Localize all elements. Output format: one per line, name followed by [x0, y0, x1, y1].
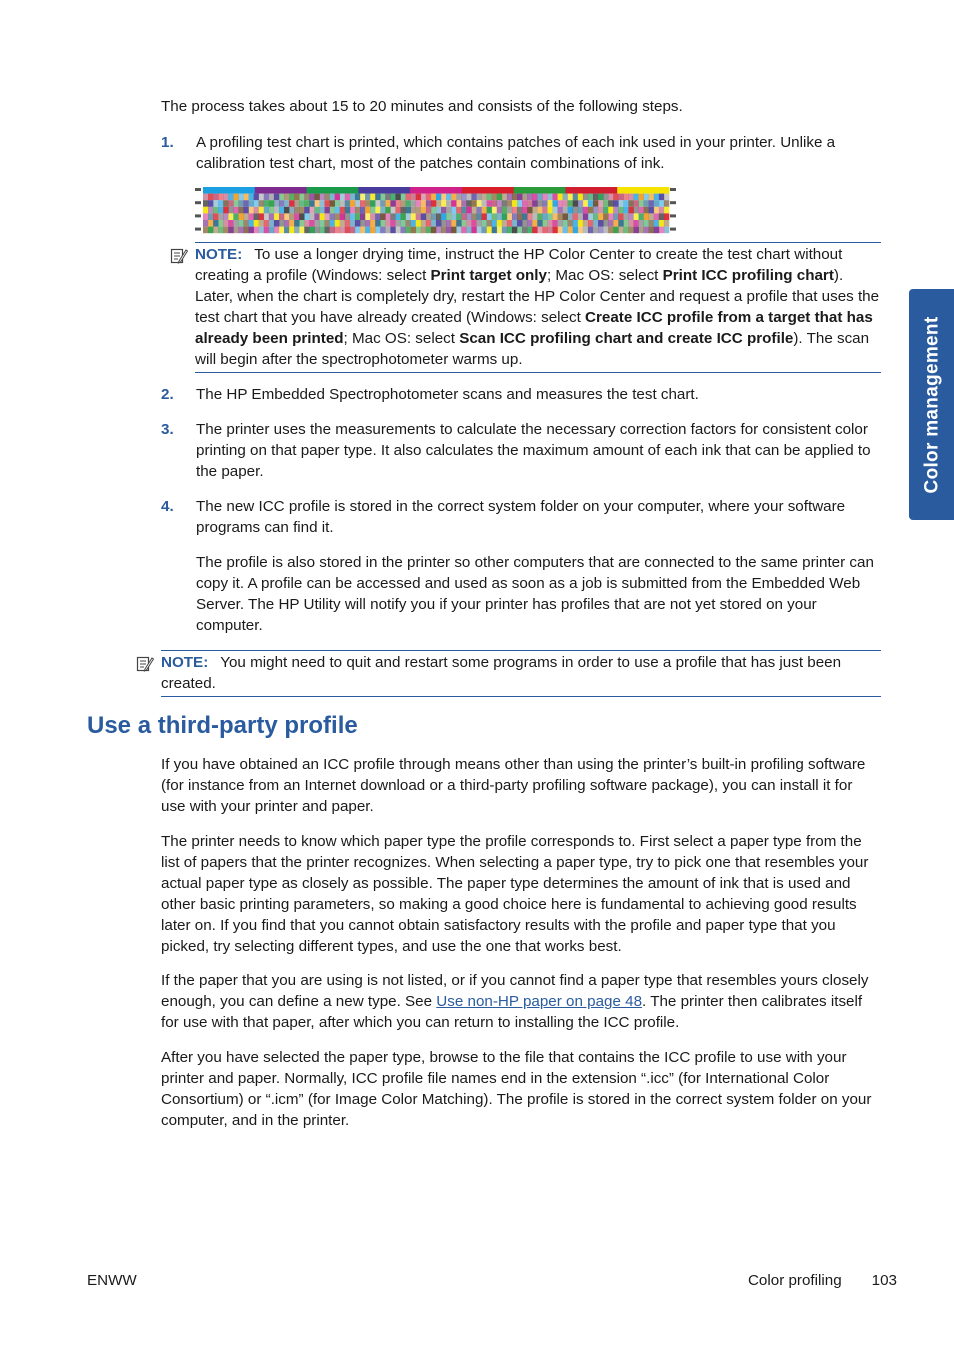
step-4: [161, 496, 881, 636]
paragraph-2: The printer needs to know which paper type the profile corresponds to. First select a paper type from the list of papers that the printer recognizes. When selecting a paper type, try to pick one that resembles your actual paper type as closely as possible. The paper type determines the amount of ink that is used and other basic printing parameters, so making a good choice here is fundamental to achieving good results later on. If you find that you cannot obtain satisfactory results with the profile and paper type that you picked, try selecting different types, and use the one that works best.: [161, 833, 869, 955]
step-number: 4.: [161, 498, 174, 515]
paragraph-3: [161, 970, 881, 1033]
chapter-side-tab: [909, 289, 954, 520]
note-label: NOTE:: [161, 654, 209, 671]
note-text: To use a longer drying time, instruct the HP Color Center to create the test chart without creating a profile (Windows: select: [195, 246, 843, 284]
step-text: A profiling test chart is printed, which contains patches of each ink used in your printer. Unlike a calibration test chart, most of the patches contain combinations of ink.: [196, 134, 836, 172]
note-icon: [136, 655, 154, 679]
paragraph-text: . The printer then calibrates itself for use with that paper, after which you can return to installing the ICC profile.: [161, 993, 863, 1031]
note-label: NOTE:: [195, 246, 243, 263]
step-1: [161, 132, 881, 174]
note-text: You might need to quit and restart some programs in order to use a profile that has just been created.: [161, 654, 842, 692]
note-drying-time: [195, 242, 881, 373]
intro-text: The process takes about 15 to 20 minutes and consists of the following steps.: [161, 98, 683, 115]
page-number: 103: [871, 1272, 897, 1289]
footer-right: [748, 1270, 897, 1291]
note-text: ; Mac OS: select: [546, 267, 663, 284]
option-print-icc-profiling-chart: Print ICC profiling chart: [662, 267, 834, 284]
paragraph-1: If you have obtained an ICC profile through means other than using the printer’s built-in profiling software (for instance from an Internet download or a third-party profiling software package), you can install it for use with your printer and paper.: [161, 756, 866, 815]
paragraph-text: If the paper that you are using is not listed, or if you cannot find a paper type that resembles yours closely enough, you can define a new type. See: [161, 972, 869, 1010]
step-text: The new ICC profile is stored in the correct system folder on your computer, where your software programs can find it.: [196, 498, 846, 536]
step-text-continued: The profile is also stored in the printer so other computers that are connected to the same printer can copy it. A profile can be accessed and used as soon as a job is submitted from the Embedded Web Server. The HP Utility will notify you if your printer has profiles that are not yet stored on your computer.: [196, 554, 874, 634]
chapter-side-tab-label: Color management: [921, 316, 942, 493]
note-icon: [170, 247, 188, 271]
step-number: 1.: [161, 134, 174, 151]
note-text: ). Later, when the chart is completely dry, restart the HP Color Center and request a profile that uses the test chart that you have already created (Windows: select: [195, 267, 880, 326]
note-text: ). The scan will begin after the spectrophotometer warms up.: [195, 330, 870, 368]
step-text: The HP Embedded Spectrophotometer scans and measures the test chart.: [196, 386, 699, 403]
step-number: 2.: [161, 386, 174, 403]
link-use-non-hp-paper[interactable]: Use non-HP paper on page 48: [436, 993, 643, 1010]
option-scan-icc-profiling-chart: Scan ICC profiling chart and create ICC profile: [459, 330, 794, 347]
step-number: 3.: [161, 421, 174, 438]
note-text: ; Mac OS: select: [343, 330, 460, 347]
option-create-icc-profile: Create ICC profile from a target that has already been printed: [195, 309, 873, 347]
step-2: [161, 384, 881, 405]
profiling-test-chart-image: [195, 186, 677, 238]
note-restart-programs: [161, 650, 881, 697]
paragraph-4: After you have selected the paper type, browse to the file that contains the ICC profile to use with your printer and paper. Normally, ICC profile file names end in the extension “.icc” (for International Color Consortium) or “.icm” (for Image Color Matching). The profile is stored in the correct system folder on your computer, and in the printer.: [161, 1049, 872, 1129]
option-print-target-only: Print target only: [430, 267, 547, 284]
step-3: [161, 419, 881, 482]
section-heading: Use a third-party profile: [87, 712, 358, 739]
step-text: The printer uses the measurements to calculate the necessary correction factors for consistent color printing on that paper type. It also calculates the maximum amount of each ink that can be applied to the paper.: [196, 421, 871, 480]
footer-section-name: Color profiling: [747, 1272, 842, 1289]
footer-left-label: ENWW: [87, 1272, 137, 1289]
